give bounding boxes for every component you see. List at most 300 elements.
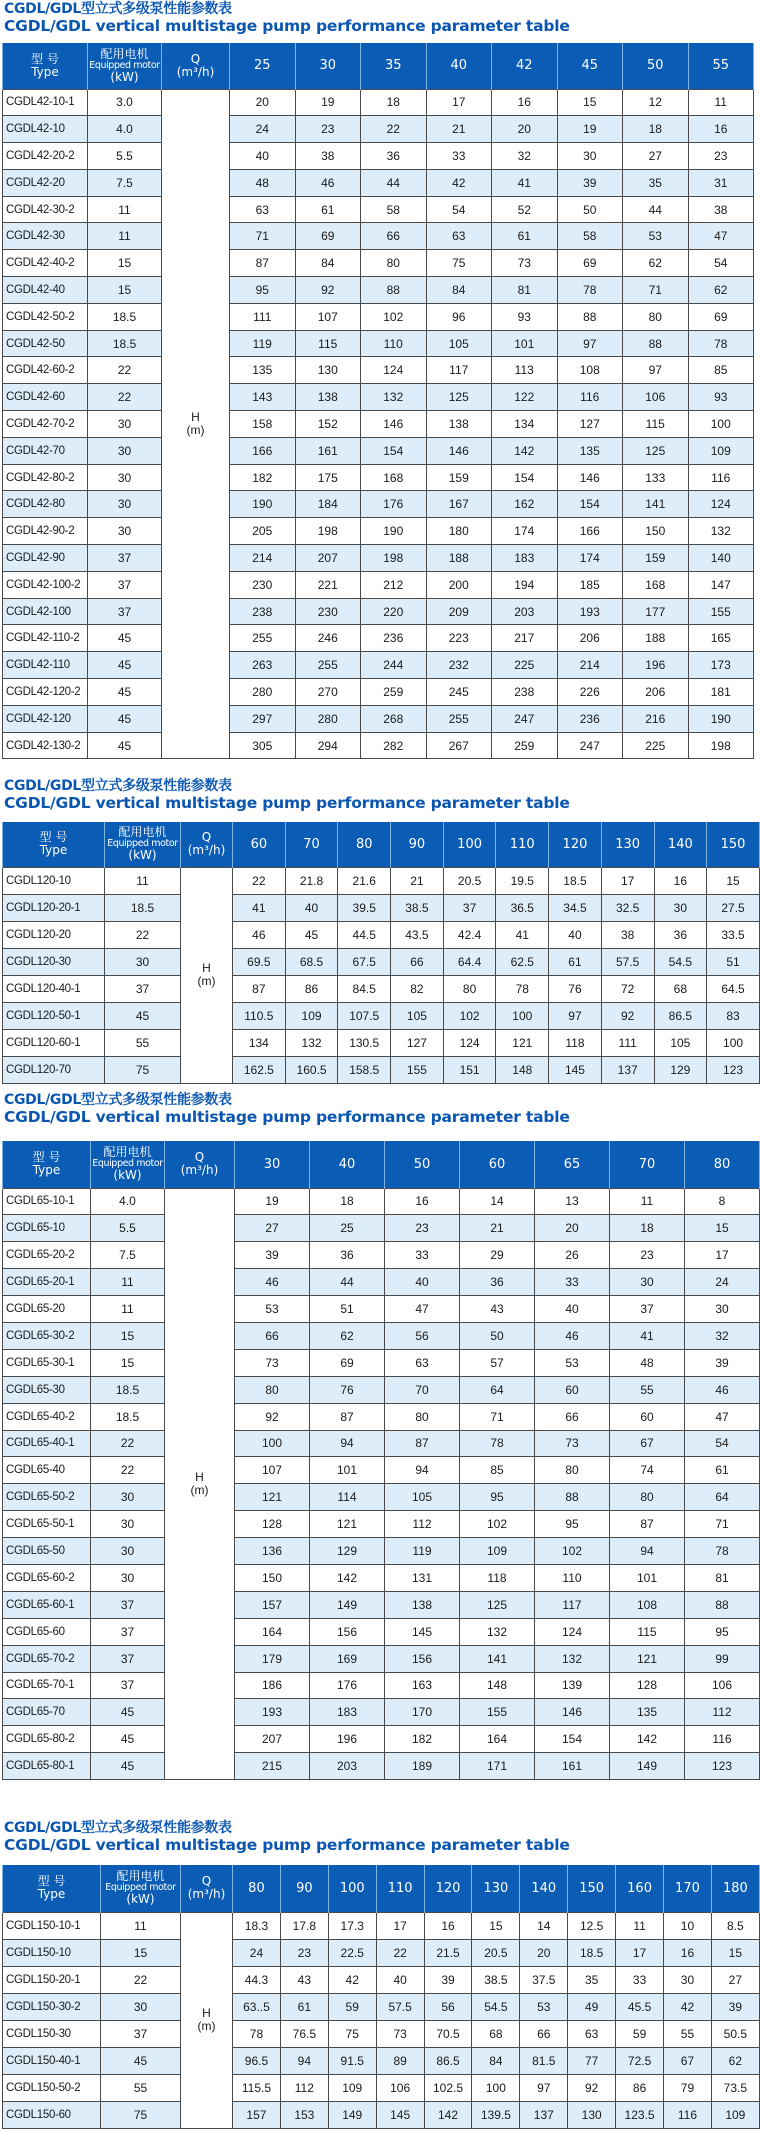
cell-head-value: 125	[426, 384, 492, 411]
cell-head-value: 57.5	[601, 948, 654, 975]
cell-head-value: 268	[361, 705, 427, 732]
header-flow-value: 100	[328, 1865, 376, 1912]
header-flow-value: 35	[361, 43, 427, 89]
cell-head-value: 138	[385, 1591, 460, 1618]
cell-head-value: 62	[688, 277, 754, 304]
cell-head-value: 54	[426, 196, 492, 223]
cell-motor: 30	[91, 1484, 165, 1511]
cell-head-value: 166	[230, 437, 296, 464]
cell-head-value: 67.5	[338, 948, 391, 975]
cell-head-value: 23	[688, 143, 754, 170]
cell-head-value: 89	[376, 2047, 424, 2074]
cell-motor: 15	[88, 250, 162, 277]
cell-head-value: 182	[385, 1726, 460, 1753]
cell-motor: 30	[101, 1993, 181, 2020]
cell-motor: 45	[88, 625, 162, 652]
cell-head-value: 73	[235, 1349, 310, 1376]
table-row	[3, 196, 754, 223]
table-title	[4, 1092, 570, 1126]
cell-head-value: 77	[568, 2047, 616, 2074]
cell-type: CGDL65-40	[3, 1457, 91, 1484]
cell-head-value: 24	[230, 116, 296, 143]
cell-head-value: 116	[664, 2101, 712, 2128]
cell-head-value: 230	[295, 598, 361, 625]
cell-head-value: 92	[295, 277, 361, 304]
cell-head-value: 263	[230, 652, 296, 679]
cell-head-value: 182	[230, 464, 296, 491]
cell-head-value: 41	[492, 169, 558, 196]
cell-head-value: 15	[685, 1215, 760, 1242]
table-row	[3, 1993, 760, 2020]
cell-head-value: 58	[557, 223, 623, 250]
cell-head-value: 19	[295, 89, 361, 116]
cell-head-value: 109	[711, 2101, 759, 2128]
table-row	[3, 1753, 760, 1780]
cell-head-value: 22	[376, 1939, 424, 1966]
cell-motor: 37	[88, 545, 162, 572]
cell-head-value: 102	[443, 1002, 496, 1029]
header-type-zh: 型 号	[39, 830, 68, 845]
cell-head-value: 50	[557, 196, 623, 223]
header-type	[3, 43, 88, 89]
cell-head-value: 127	[557, 411, 623, 438]
cell-head-value: 44	[361, 169, 427, 196]
cell-head-value: 93	[492, 303, 558, 330]
table-row	[3, 894, 760, 921]
cell-type: CGDL65-80-1	[3, 1753, 91, 1780]
cell-type: CGDL120-60-1	[3, 1030, 105, 1057]
cell-head-value: 123	[707, 1057, 760, 1084]
cell-motor: 75	[105, 1057, 181, 1084]
table-row	[3, 705, 754, 732]
cell-head-value: 20	[535, 1215, 610, 1242]
cell-head-value: 130.5	[338, 1030, 391, 1057]
cell-head-value: 27.5	[707, 894, 760, 921]
cell-head-value: 136	[235, 1538, 310, 1565]
cell-type: CGDL65-30-2	[3, 1322, 91, 1349]
table-row	[3, 491, 754, 518]
cell-motor: 30	[91, 1511, 165, 1538]
header-q-label: Q	[190, 51, 201, 66]
cell-head-value: 209	[426, 598, 492, 625]
cell-head-value: 75	[328, 2020, 376, 2047]
cell-motor: 4.0	[88, 116, 162, 143]
cell-head-value: 47	[385, 1296, 460, 1323]
cell-head-value: 101	[310, 1457, 385, 1484]
header-flow-value: 30	[235, 1141, 310, 1188]
cell-head-value: 105	[426, 330, 492, 357]
table-row	[3, 1457, 760, 1484]
cell-head-value: 78	[685, 1538, 760, 1565]
cell-head-value: 48	[230, 169, 296, 196]
header-q-label: Q	[201, 1874, 212, 1889]
cell-head-value: 294	[295, 732, 361, 759]
cell-motor: 4.0	[91, 1188, 165, 1215]
cell-head-value: 16	[492, 89, 558, 116]
cell-head-value: 177	[623, 598, 689, 625]
cell-head-value: 93	[688, 384, 754, 411]
cell-head-value: 198	[295, 518, 361, 545]
cell-head-value: 37.5	[520, 1966, 568, 1993]
cell-head-value: 61	[492, 223, 558, 250]
cell-head-value: 246	[295, 625, 361, 652]
cell-head-value: 81	[685, 1564, 760, 1591]
cell-head-value: 81.5	[520, 2047, 568, 2074]
cell-head-value: 79	[664, 2074, 712, 2101]
cell-motor: 11	[88, 223, 162, 250]
cell-type: CGDL42-110	[3, 652, 88, 679]
cell-head-value: 145	[376, 2101, 424, 2128]
cell-head-value: 139.5	[472, 2101, 520, 2128]
cell-head-value: 232	[426, 652, 492, 679]
h-label: H	[191, 409, 200, 424]
cell-head-value: 200	[426, 571, 492, 598]
cell-head-value: 38.5	[472, 1966, 520, 1993]
cell-head-value: 225	[623, 732, 689, 759]
cell-head-value: 13	[535, 1188, 610, 1215]
table-row	[3, 1215, 760, 1242]
cell-head-value: 50	[460, 1322, 535, 1349]
cell-head-value: 174	[557, 545, 623, 572]
header-type-en: Type	[39, 843, 68, 858]
cell-head-value: 66	[535, 1403, 610, 1430]
cell-head-value: 118	[549, 1030, 602, 1057]
cell-head-value: 18.3	[233, 1912, 281, 1939]
cell-head-value: 125	[623, 437, 689, 464]
cell-head-value: 107	[295, 303, 361, 330]
cell-head-value: 129	[654, 1057, 707, 1084]
cell-head-value: 54	[688, 250, 754, 277]
header-flow-value: 65	[535, 1141, 610, 1188]
cell-head-value: 51	[310, 1296, 385, 1323]
header-motor-unit: (kW)	[128, 848, 157, 863]
cell-head-value: 121	[235, 1484, 310, 1511]
cell-head-value: 82	[391, 975, 444, 1002]
cell-head-value: 17.3	[328, 1912, 376, 1939]
cell-head-value: 112	[280, 2074, 328, 2101]
cell-head-value: 140	[688, 545, 754, 572]
cell-head-value: 8.5	[711, 1912, 759, 1939]
cell-head-value: 40	[285, 894, 338, 921]
cell-motor: 18.5	[88, 330, 162, 357]
cell-head-value: 154	[492, 464, 558, 491]
header-motor-en: Equipped motor	[105, 1882, 176, 1894]
cell-head-value: 88	[685, 1591, 760, 1618]
cell-head-value: 73.5	[711, 2074, 759, 2101]
cell-motor: 15	[101, 1939, 181, 1966]
cell-head-value: 19	[557, 116, 623, 143]
cell-head-value: 88	[557, 303, 623, 330]
cell-type: CGDL150-30	[3, 2020, 101, 2047]
cell-type: CGDL42-70	[3, 437, 88, 464]
cell-head-value: 156	[385, 1645, 460, 1672]
cell-head-value: 137	[601, 1057, 654, 1084]
table-row	[3, 975, 760, 1002]
cell-head-value: 203	[310, 1753, 385, 1780]
table-row	[3, 1242, 760, 1269]
cell-head-value: 37	[610, 1296, 685, 1323]
cell-head-value: 58	[361, 196, 427, 223]
cell-type: CGDL120-40-1	[3, 975, 105, 1002]
cell-motor: 22	[105, 921, 181, 948]
cell-motor: 18.5	[91, 1376, 165, 1403]
cell-head-value: 46	[535, 1322, 610, 1349]
header-q-unit: (m³/h)	[180, 1163, 219, 1178]
cell-head-value: 92	[235, 1403, 310, 1430]
cell-motor: 30	[88, 437, 162, 464]
cell-head-value: 244	[361, 652, 427, 679]
title-english: CGDL/GDL vertical multistage pump performance parameter table	[4, 1108, 570, 1126]
header-type	[3, 822, 105, 867]
header-row	[3, 822, 760, 867]
cell-motor: 37	[91, 1591, 165, 1618]
cell-head-value: 280	[230, 679, 296, 706]
cell-head-value: 22	[233, 867, 286, 894]
cell-head-value: 141	[623, 491, 689, 518]
header-motor-zh: 配用电机	[103, 1145, 152, 1160]
cell-type: CGDL65-70-2	[3, 1645, 91, 1672]
cell-type: CGDL42-10-1	[3, 89, 88, 116]
table-row	[3, 732, 754, 759]
cell-head-value: 130	[295, 357, 361, 384]
cell-head-value: 78	[496, 975, 549, 1002]
h-unit: (m)	[197, 2019, 216, 2033]
table-title	[4, 778, 570, 812]
header-flow-value: 42	[492, 43, 558, 89]
cell-head-value: 206	[557, 625, 623, 652]
cell-head-value: 69	[310, 1349, 385, 1376]
cell-head-value: 33	[535, 1269, 610, 1296]
cell-type: CGDL42-30-2	[3, 196, 88, 223]
cell-head-value: 20.5	[443, 867, 496, 894]
cell-type: CGDL42-120	[3, 705, 88, 732]
cell-head-value: 165	[688, 625, 754, 652]
head-h-label-cell	[181, 867, 233, 1084]
cell-head-value: 40	[535, 1296, 610, 1323]
cell-head-value: 52	[492, 196, 558, 223]
cell-head-value: 132	[460, 1618, 535, 1645]
header-flow-value: 40	[310, 1141, 385, 1188]
cell-motor: 45	[91, 1753, 165, 1780]
cell-head-value: 17	[376, 1912, 424, 1939]
table-row	[3, 89, 754, 116]
cell-motor: 15	[91, 1322, 165, 1349]
cell-type: CGDL150-40-1	[3, 2047, 101, 2074]
cell-head-value: 84.5	[338, 975, 391, 1002]
cell-head-value: 100	[496, 1002, 549, 1029]
cell-head-value: 61	[685, 1457, 760, 1484]
cell-head-value: 49	[568, 1993, 616, 2020]
cell-type: CGDL42-80-2	[3, 464, 88, 491]
cell-head-value: 110	[535, 1564, 610, 1591]
cell-head-value: 102	[535, 1538, 610, 1565]
header-motor	[105, 822, 181, 867]
cell-head-value: 125	[460, 1591, 535, 1618]
cell-head-value: 117	[426, 357, 492, 384]
cell-head-value: 84	[295, 250, 361, 277]
table-row	[3, 437, 754, 464]
cell-type: CGDL42-90-2	[3, 518, 88, 545]
title-english: CGDL/GDL vertical multistage pump performance parameter table	[4, 1836, 570, 1854]
header-flow-value: 80	[338, 822, 391, 867]
cell-head-value: 43	[280, 1966, 328, 1993]
h-unit: (m)	[186, 422, 205, 437]
table-row	[3, 169, 754, 196]
cell-type: CGDL150-60	[3, 2101, 101, 2128]
cell-head-value: 42	[664, 1993, 712, 2020]
cell-head-value: 155	[391, 1057, 444, 1084]
cell-type: CGDL65-80-2	[3, 1726, 91, 1753]
cell-head-value: 267	[426, 732, 492, 759]
cell-motor: 22	[88, 384, 162, 411]
header-type-zh: 型 号	[37, 1874, 66, 1889]
cell-head-value: 36.5	[496, 894, 549, 921]
cell-head-value: 174	[492, 518, 558, 545]
cell-head-value: 30	[654, 894, 707, 921]
cell-head-value: 97	[623, 357, 689, 384]
cell-head-value: 255	[230, 625, 296, 652]
cell-head-value: 185	[557, 571, 623, 598]
header-flow-value: 100	[443, 822, 496, 867]
cell-head-value: 32	[492, 143, 558, 170]
table-row	[3, 867, 760, 894]
cell-head-value: 106	[623, 384, 689, 411]
cell-motor: 18.5	[88, 303, 162, 330]
cell-head-value: 94	[385, 1457, 460, 1484]
cell-head-value: 35	[568, 1966, 616, 1993]
cell-head-value: 30	[685, 1296, 760, 1323]
cell-head-value: 270	[295, 679, 361, 706]
header-flow-value: 170	[664, 1865, 712, 1912]
table-row	[3, 518, 754, 545]
cell-head-value: 102.5	[424, 2074, 472, 2101]
cell-head-value: 147	[688, 571, 754, 598]
cell-head-value: 61	[295, 196, 361, 223]
cell-type: CGDL150-20-1	[3, 1966, 101, 1993]
cell-head-value: 87	[230, 250, 296, 277]
cell-head-value: 15	[707, 867, 760, 894]
table-row	[3, 1699, 760, 1726]
cell-head-value: 16	[385, 1188, 460, 1215]
cell-head-value: 59	[328, 1993, 376, 2020]
cell-head-value: 111	[601, 1030, 654, 1057]
cell-head-value: 167	[426, 491, 492, 518]
cell-motor: 45	[91, 1699, 165, 1726]
cell-head-value: 68	[472, 2020, 520, 2047]
table-row	[3, 1591, 760, 1618]
cell-head-value: 61	[280, 1993, 328, 2020]
cell-head-value: 15	[557, 89, 623, 116]
cell-head-value: 154	[361, 437, 427, 464]
cell-head-value: 22	[361, 116, 427, 143]
cell-head-value: 148	[496, 1057, 549, 1084]
cell-type: CGDL65-20-2	[3, 1242, 91, 1269]
cell-head-value: 78	[688, 330, 754, 357]
cell-type: CGDL65-40-1	[3, 1430, 91, 1457]
cell-head-value: 94	[610, 1538, 685, 1565]
cell-head-value: 164	[235, 1618, 310, 1645]
cell-head-value: 80	[623, 303, 689, 330]
cell-head-value: 57	[460, 1349, 535, 1376]
cell-type: CGDL120-20	[3, 921, 105, 948]
cell-head-value: 110.5	[233, 1002, 286, 1029]
cell-head-value: 17	[426, 89, 492, 116]
cell-head-value: 47	[685, 1403, 760, 1430]
cell-head-value: 183	[310, 1699, 385, 1726]
cell-head-value: 17	[601, 867, 654, 894]
cell-head-value: 63	[385, 1349, 460, 1376]
cell-head-value: 30	[557, 143, 623, 170]
cell-head-value: 115.5	[233, 2074, 281, 2101]
cell-head-value: 95	[230, 277, 296, 304]
header-flow-value: 150	[568, 1865, 616, 1912]
cell-head-value: 159	[623, 545, 689, 572]
header-q-unit: (m³/h)	[176, 64, 215, 79]
cell-head-value: 142	[310, 1564, 385, 1591]
cell-head-value: 56	[424, 1993, 472, 2020]
cell-motor: 11	[91, 1269, 165, 1296]
cell-head-value: 80	[610, 1484, 685, 1511]
cell-head-value: 238	[230, 598, 296, 625]
h-label: H	[202, 961, 211, 976]
cell-head-value: 214	[230, 545, 296, 572]
cell-head-value: 43	[460, 1296, 535, 1323]
table-row	[3, 571, 754, 598]
title-chinese: CGDL/GDL型立式多级泵性能参数表	[4, 1820, 232, 1836]
cell-type: CGDL120-10	[3, 867, 105, 894]
cell-head-value: 121	[496, 1030, 549, 1057]
cell-type: CGDL65-70-1	[3, 1672, 91, 1699]
header-flow-value: 130	[601, 822, 654, 867]
cell-head-value: 22.5	[328, 1939, 376, 1966]
header-flow-value: 70	[610, 1141, 685, 1188]
cell-head-value: 10	[664, 1912, 712, 1939]
cell-motor: 15	[88, 277, 162, 304]
cell-head-value: 73	[376, 2020, 424, 2047]
cell-type: CGDL150-50-2	[3, 2074, 101, 2101]
cell-head-value: 21.8	[285, 867, 338, 894]
cell-head-value: 145	[549, 1057, 602, 1084]
cell-head-value: 26	[535, 1242, 610, 1269]
cell-head-value: 236	[361, 625, 427, 652]
cell-head-value: 94	[310, 1430, 385, 1457]
cell-head-value: 179	[235, 1645, 310, 1672]
cell-head-value: 153	[280, 2101, 328, 2128]
cell-head-value: 76	[310, 1376, 385, 1403]
header-motor-zh: 配用电机	[100, 46, 149, 61]
cell-head-value: 44	[623, 196, 689, 223]
header-flow-value: 50	[623, 43, 689, 89]
cell-head-value: 148	[460, 1672, 535, 1699]
cell-head-value: 80	[361, 250, 427, 277]
cell-head-value: 71	[230, 223, 296, 250]
cell-head-value: 119	[230, 330, 296, 357]
table-row	[3, 1484, 760, 1511]
table-row	[3, 1564, 760, 1591]
cell-head-value: 96.5	[233, 2047, 281, 2074]
header-type	[3, 1865, 101, 1912]
cell-head-value: 166	[557, 518, 623, 545]
cell-head-value: 132	[361, 384, 427, 411]
cell-head-value: 230	[230, 571, 296, 598]
cell-head-value: 100	[688, 411, 754, 438]
header-type	[3, 1141, 91, 1188]
cell-type: CGDL150-10	[3, 1939, 101, 1966]
cell-head-value: 154	[557, 491, 623, 518]
cell-head-value: 80	[443, 975, 496, 1002]
cell-type: CGDL65-50-1	[3, 1511, 91, 1538]
cell-head-value: 280	[295, 705, 361, 732]
